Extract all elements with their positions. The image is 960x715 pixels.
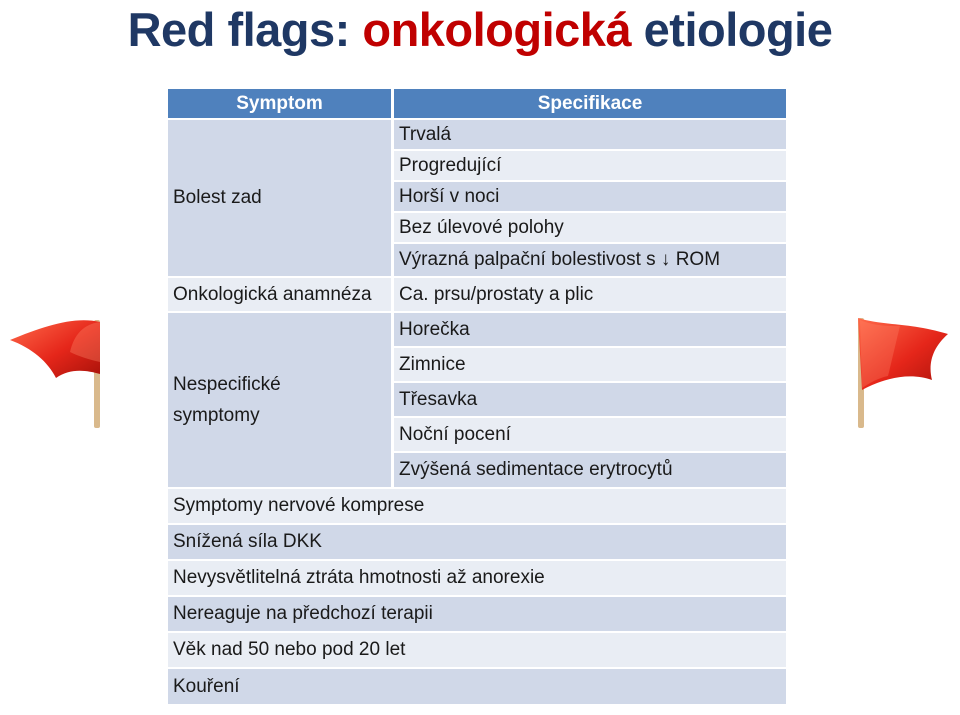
standalone-row: Snížená síla DKK: [168, 525, 786, 561]
spec-cell: Horečka: [394, 313, 786, 348]
standalone-row: Symptomy nervové komprese: [168, 489, 786, 525]
title-prefix: Red flags:: [127, 3, 363, 56]
title-suffix: etiologie: [631, 3, 833, 56]
red-flag-icon: [4, 312, 108, 430]
spec-cell: Ca. prsu/prostaty a plic: [394, 278, 786, 313]
title-accent: onkologická: [362, 3, 632, 56]
standalone-row: Věk nad 50 nebo pod 20 let: [168, 633, 786, 669]
spec-cell: Horší v noci: [394, 182, 786, 213]
spec-cell: Zimnice: [394, 348, 786, 383]
spec-cell: Výrazná palpační bolestivost s ↓ ROM: [394, 244, 786, 278]
standalone-row: Nereaguje na předchozí terapii: [168, 597, 786, 633]
standalone-row: Kouření: [168, 669, 786, 706]
standalone-row: Nevysvětlitelná ztráta hmotnosti až anorexie: [168, 561, 786, 597]
symptom-cell: [168, 313, 394, 489]
red-flag-icon: [848, 312, 956, 432]
symptom-cell: Onkologická anamnéza: [168, 278, 394, 313]
spec-cell: Bez úlevové polohy: [394, 213, 786, 244]
symptom-label: Nespecifické symptomy: [173, 374, 281, 426]
spec-cell: Zvýšená sedimentace erytrocytů: [394, 453, 786, 489]
header-specifikace: Specifikace: [394, 89, 786, 120]
red-flags-table: [168, 89, 786, 706]
header-symptom: Symptom: [168, 89, 394, 120]
spec-cell: Třesavka: [394, 383, 786, 418]
slide-title: [0, 2, 960, 57]
spec-cell: Progredující: [394, 151, 786, 182]
spec-cell: Trvalá: [394, 120, 786, 151]
symptom-cell: Bolest zad: [168, 120, 394, 278]
spec-cell: Noční pocení: [394, 418, 786, 453]
